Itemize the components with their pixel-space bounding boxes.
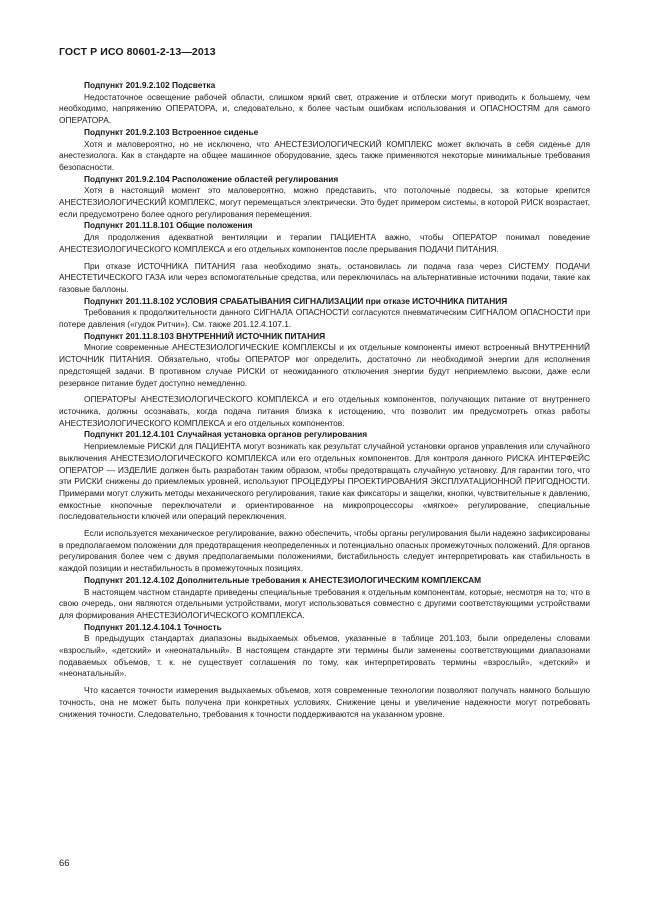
document-body: [59, 80, 590, 720]
section-heading: Подпункт 201.9.2.102 Подсветка: [84, 80, 216, 90]
paragraph: Неприемлемые РИСКИ для ПАЦИЕНТА могут возникать как результат случайной установки органов управления или случайного выключения АНЕСТЕЗИОЛОГИЧЕСКОГО КОМПЛЕКСА или его отдельных компонентов. Для контроля данного РИСКА ИНТЕРФЕЙС ОПЕРАТОР — ИЗДЕЛИЕ должен быть разработан таким образом, чтобы предотвращать случайную установку. Для гарантии того, что эти РИСКИ снижены до приемлемых уровней, используют ПРОЦЕДУРЫ ПРОЕКТИРОВАНИЯ ЭКСПЛУАТАЦИОННОЙ ПРИГОДНОСТИ. Примерами могут служить методы механического регулирования, такие как фиксаторы и защелки, кнопки, чувствительные к давлению, емкостные кнопочные переключатели и ориентированное на микропроцессоры «мягкое» регулирование, специальные последовательности ключей или операций переключения.: [59, 441, 590, 522]
document-header: ГОСТ Р ИСО 80601-2-13—2013: [59, 46, 216, 58]
page-number: 66: [59, 858, 70, 869]
paragraph: В предыдущих стандартах диапазоны выдыхаемых объемов, указанные в таблице 201.103, были определены словами «взрослый», «детский» и «неонатальный». В настоящем стандарте эти термины были заменены соответствующими диапазонами подаваемых объемов, т. к. не существует соглашения по тому, как интерпретировать термины «взрослый», «детский» и «неонатальный».: [59, 633, 590, 679]
paragraph: Требования к продолжительности данного СИГНАЛА ОПАСНОСТИ согласуются пневматическим СИГНАЛОМ ОПАСНОСТИ при потере давления («гудок Ритчи»). См. также 201.12.4.107.1.: [59, 307, 590, 330]
paragraph: Многие современные АНЕСТЕЗИОЛОГИЧЕСКИЕ КОМПЛЕКСЫ и их отдельные компоненты имеют встроенный ВНУТРЕННИЙ ИСТОЧНИК ПИТАНИЯ. Обязательно, чтобы ОПЕРАТОР мог определить, достаточно ли необходимой энергии для исполнения предстоящей задачи. В противном случае РИСКИ от неожиданного отключения энергии будут неприемлемо высоки, даже если резервное питание будет доступно немедленно.: [59, 342, 590, 388]
paragraph: Для продолжения адекватной вентиляции и терапии ПАЦИЕНТА важно, чтобы ОПЕРАТОР понимал поведение АНЕСТЕЗИОЛОГИЧЕСКОГО КОМПЛЕКСА и его отдельных компонентов после прерывания ПОДАЧИ ПИТАНИЯ.: [59, 232, 590, 254]
section-heading: Подпункт 201.12.4.104.1 Точность: [84, 621, 222, 632]
paragraph: Недостаточное освещение рабочей области, слишком яркий свет, отражение и отблески могут приводить к большему, чем необходимо, напряжению ОПЕРАТОРА, и, следовательно, к более частым ошибкам использования и ОПАСНОСТЯМ для самого ОПЕРАТОРА.: [59, 91, 590, 126]
section-heading: Подпункт 201.9.2.103 Встроенное сиденье: [84, 126, 259, 137]
section-heading: Подпункт 201.12.4.101 Случайная установка органов регулирования: [84, 429, 368, 440]
paragraph: Если используется механическое регулирование, важно обеспечить, чтобы органы регулирования были надежно зафиксированы в предполагаемом положении для предотвращения неопределенных и потенциально опасных промежуточных положений. Для органов регулирования более чем с двумя предполагаемыми положениями, бистабильность следует интерпретировать как стабильность в каждой позиции и нестабильность в промежуточных позициях.: [59, 528, 590, 574]
section-heading: Подпункт 201.11.8.103 ВНУТРЕННИЙ ИСТОЧНИК ПИТАНИЯ: [84, 330, 326, 341]
section-heading: Подпункт 201.12.4.102 Дополнительные требования к АНЕСТЕЗИОЛОГИЧЕСКИМ КОМПЛЕКСАМ: [84, 574, 482, 585]
section-heading: Подпункт 201.9.2.104 Расположение областей регулирования: [84, 173, 339, 184]
section-heading: Подпункт 201.11.8.101 Общие положения: [84, 220, 253, 231]
paragraph: Хотя в настоящий момент это маловероятно, можно представить, что потолочные подвесы, за которые крепится АНЕСТЕЗИОЛОГИЧЕСКИЙ КОМПЛЕКС, могут перемещаться электрически. Это будет примером системы, в которой РИСК возрастает, если предусмотрено более одного регулирования перемещения.: [59, 185, 590, 219]
paragraph: В настоящем частном стандарте приведены специальные требования к отдельным компонентам, которые, несмотря на то, что в свою очередь, они являются отдельными устройствами, могут использоваться совместно с другими соответствующими устройствами для формирования АНЕСТЕЗИОЛОГИЧЕСКОГО КОМПЛЕКСА.: [59, 586, 590, 620]
paragraph: ОПЕРАТОРЫ АНЕСТЕЗИОЛОГИЧЕСКОГО КОМПЛЕКСА и его отдельных компонентов, получающих питание от внутреннего источника, должны осознавать, когда подача питания близка к истощению, что позволит им предусмотреть отказ работы АНЕСТЕЗИОЛОГИЧЕСКОГО КОМПЛЕКСА и его отдельных компонентов.: [59, 394, 590, 428]
section-heading: Подпункт 201.11.8.102 УСЛОВИЯ СРАБАТЫВАНИЯ СИГНАЛИЗАЦИИ при отказе ИСТОЧНИКА ПИТАНИЯ: [84, 295, 508, 306]
paragraph: При отказе ИСТОЧНИКА ПИТАНИЯ газа необходимо знать, остановилась ли подача газа через СИСТЕМУ ПОДАЧИ АНЕСТЕТИЧЕСКОГО ГАЗА или через вспомогательные средства, или переключилась на альтернативные источники подачи, такие как газовые баллоны.: [59, 260, 590, 294]
paragraph: Хотя и маловероятно, но не исключено, что АНЕСТЕЗИОЛОГИЧЕСКИЙ КОМПЛЕКС может включать в себя сиденье для анестезиолога. Как в стандарте на общее машинное оборудование, здесь также применяются некоторые минимальные требования безопасности.: [59, 138, 590, 172]
paragraph: Что касается точности измерения выдыхаемых объемов, хотя современные технологии позволяют получать намного большую точность, она не может быть получена при конкретных условиях. Снижение цены и увеличение надежности могут потребовать снижения точности. Следовательно, требования к точности поддерживаются на указанном уровне.: [59, 685, 590, 719]
